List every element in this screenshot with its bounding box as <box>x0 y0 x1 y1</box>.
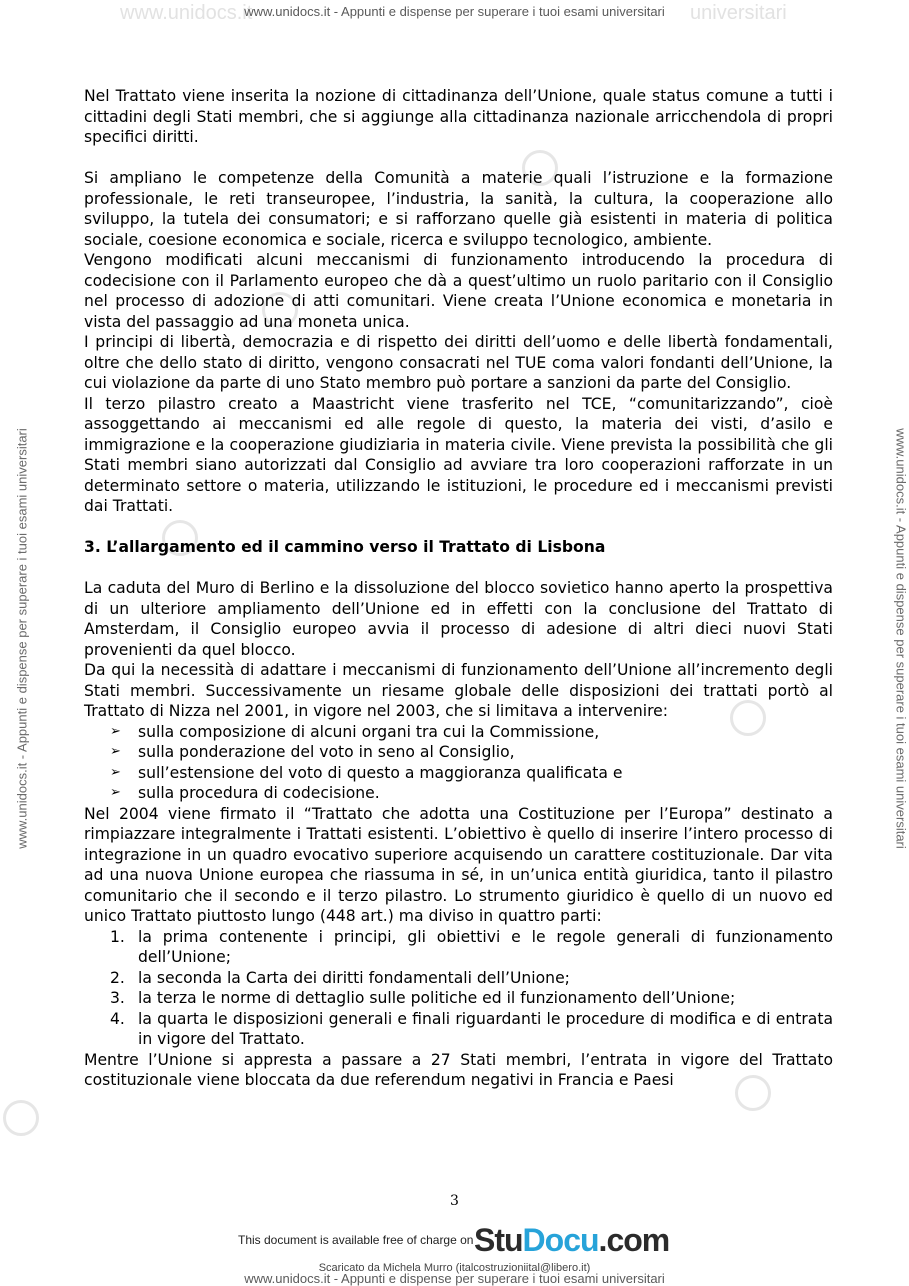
list-item: ➢ sulla procedura di codecisione. <box>110 784 380 802</box>
section-heading: 3. L’allargamento ed il cammino verso il Trattato di Lisbona <box>84 538 606 556</box>
watermark-ghost-left: www.unidocs.it <box>120 2 253 24</box>
list-item: 1. la prima contenente i principi, gli obiettivi e le regole generali di funzionamento dell’Unione; <box>110 927 833 966</box>
list-item: ➢ sull’estensione del voto di questo a maggioranza qualificata e <box>110 763 623 782</box>
studocu-logo[interactable]: StuDocu.com <box>474 1222 670 1258</box>
arrow-bullet-icon: ➢ <box>110 723 121 739</box>
arrow-bullet-icon: ➢ <box>110 785 121 800</box>
paragraph: Vengono modificati alcuni meccanismi di funzionamento introducendo la procedura di codecisione con il Parlamento europeo che dà a quest’ultimo un ruolo paritario con il Consiglio nel processo di adozione di atti comunitari. Viene creata l’Unione economica e monetaria in vista del passaggio ad una moneta unica. <box>84 251 833 331</box>
paragraph: La caduta del Muro di Berlino e la dissoluzione del blocco sovietico hanno aperto la prospettiva di un ulteriore ampliamento dell’Unione ed in effetti con la conclusione del Trattato di Amsterdam, il Consiglio europeo avvia il processo di adesione di altri dieci nuovi Stati provenienti da quel blocco. <box>84 579 833 659</box>
paragraph: Mentre l’Unione si appresta a passare a 27 Stati membri, l’entrata in vigore del Trattato costituzionale viene bloccata da due referendum negativi in Francia e Paesi <box>84 1050 833 1089</box>
list-item: 2. la seconda la Carta dei diritti fondamentali dell’Unione; <box>110 968 570 987</box>
paragraph: Nel 2004 viene firmato il “Trattato che adotta una Costituzione per l’Europa” destinato a rimpiazzare integralmente i Trattati esistenti. L’obiettivo è quello di inserire l’intero processo di integrazione in un quadro evocativo superiore acquisendo un carattere costituzionale. Dar vita ad una nuova Unione europea che riassuma in sé, in un’unica entità giuridica, tanto il pilastro comunitario che il secondo e il terzo pilastro. Lo strumento giuridico è quello di un nuovo ed unico Trattato piuttosto lungo (448 art.) ma diviso in quattro parti: <box>84 804 833 925</box>
document-body <box>84 86 833 1091</box>
downloaded-by-text: Scaricato da Michela Murro (italcostruzioniital@libero.it) <box>318 1262 591 1274</box>
watermark-top: www.unidocs.it - Appunti e dispense per superare i tuoi esami universitari <box>244 4 665 19</box>
footer-availability-text: This document is available free of charge on <box>238 1233 474 1247</box>
paragraph: Si ampliano le competenze della Comunità a materie quali l’istruzione e la formazione professionale, le reti transeuropee, l’industria, la sanità, la cultura, la cooperazione allo sviluppo, la tutela dei consumatori; e si rafforzano quelle già esistenti in materia di politica sociale, coesione economica e sociale, ricerca e sviluppo tecnologico, ambiente. <box>84 169 833 249</box>
page-number: 3 <box>450 1193 459 1209</box>
paragraph: Il terzo pilastro creato a Maastricht viene trasferito nel TCE, “comunitarizzando”, cioè assoggettando ai meccanismi ed alle regole di questo, la materia dei visti, d’asilo e immigrazione e la cooperazione giudiziaria in materia civile. Viene prevista la possibilità che gli Stati membri siano autorizzati dal Consiglio ad avviare tra loro cooperazioni rafforzate in un determinato settore o materia, utilizzando le istituzioni, le procedure ed i meccanismi previsti dai Trattati. <box>84 394 833 515</box>
watermark-ghost-right: universitari <box>690 2 787 24</box>
list-item: 3. la terza le norme di dettaglio sulle politiche ed il funzionamento dell’Unione; <box>110 989 736 1007</box>
watermark-stamp-icon <box>3 1100 39 1136</box>
bullet-list <box>84 722 833 804</box>
list-item: ➢ sulla ponderazione del voto in seno al Consiglio, <box>110 743 515 761</box>
arrow-bullet-icon: ➢ <box>110 764 121 780</box>
watermark-side-left: www.unidocs.it - Appunti e dispense per superare i tuoi esami universitari <box>14 428 30 849</box>
watermark-side-right: www.unidocs.it - Appunti e dispense per superare i tuoi esami universitari <box>893 428 909 849</box>
paragraph: I principi di libertà, democrazia e di rispetto dei diritti dell’uomo e delle libertà fondamentali, oltre che dello stato di diritto, vengono consacrati nel TUE coma valori fondanti dell’Unione, la cui violazione da parte di uno Stato membro può portare a sanzioni da parte del Consiglio. <box>84 333 833 392</box>
list-item: 4. la quarta le disposizioni generali e finali riguardanti le procedure di modifica e di entrata in vigore del Trattato. <box>110 1009 833 1048</box>
watermark-bottom: www.unidocs.it - Appunti e dispense per superare i tuoi esami universitari <box>244 1271 665 1286</box>
paragraph: Da qui la necessità di adattare i meccanismi di funzionamento dell’Unione all’incremento degli Stati membri. Successivamente un riesame globale delle disposizioni dei trattati portò al Trattato di Nizza nel 2001, in vigore nel 2003, che si limitava a intervenire: <box>84 661 833 720</box>
numbered-list <box>84 927 833 1050</box>
list-item: ➢ sulla composizione di alcuni organi tra cui la Commissione, <box>110 722 600 741</box>
paragraph: Nel Trattato viene inserita la nozione di cittadinanza dell’Unione, quale status comune a tutti i cittadini degli Stati membri, che si aggiunge alla cittadinanza nazionale arricchendola di propri specifici diritti. <box>84 87 833 146</box>
arrow-bullet-icon: ➢ <box>110 744 121 759</box>
